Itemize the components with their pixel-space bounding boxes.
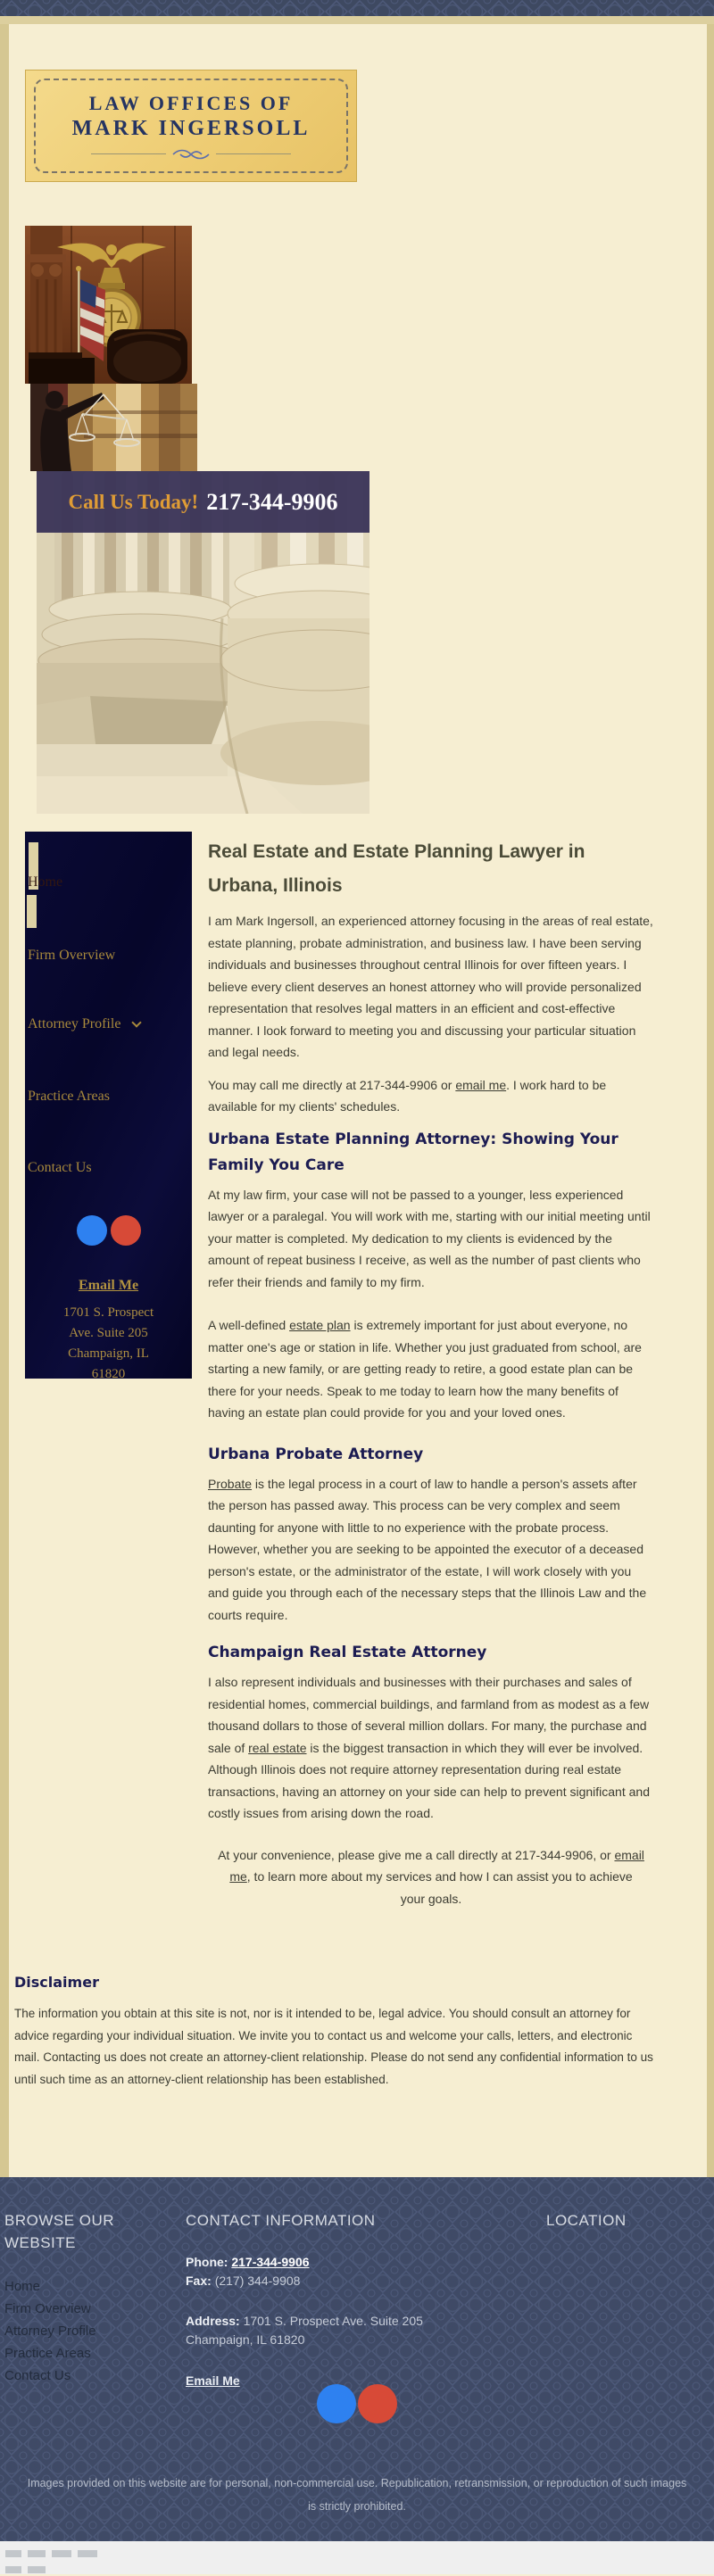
tan-divider-band: [0, 16, 714, 24]
sidebar-item-firm-overview[interactable]: [28, 948, 115, 964]
text-run: is the biggest transaction in which they will ever be involved. Although Illinois does not require attorney representation during real estate transactions, having an attorney on your side can help to prevent significant and costly issues from arising down the road.: [208, 1740, 650, 1820]
estate-paragraph-1: At my law firm, your case will not be passed to a younger, less experienced lawyer or a paralegal. You will work with me, starting with our initial meeting until your matter is completed. My dedication to my clients is evidenced by the amount of repeat business I receive, as well as the number of past clients who refer their friends and family to my firm.: [208, 1187, 651, 1289]
text-run: is the legal process in a court of law to handle a person's assets after the person has passed away. This process can be very complex and seem daunting for anyone with little to no experience with the probate process. However, whether you are seeking to be appointed the executor of a deceased person's estate, or the administrator of the estate, I will work closely with you and guide you through each of the necessary steps that the Illinois Law and the courts require.: [208, 1476, 647, 1622]
estate-paragraph-2: [208, 1314, 654, 1424]
footer-location-column: [546, 2209, 698, 2253]
page-title: Real Estate and Estate Planning Lawyer in Urbana, Illinois: [208, 841, 585, 896]
call-banner-text: Call Us Today!: [68, 490, 199, 513]
divider-rule: [91, 153, 166, 154]
placeholder-block: [5, 2550, 21, 2557]
sidebar-item-contact-us[interactable]: [28, 1160, 92, 1176]
courtroom-graphic: [25, 226, 192, 384]
sidebar-address: [25, 1303, 192, 1385]
text-run: is extremely important for just about everyone, no matter one's age or station in life. Whether you just graduated from school, are starting a new family, or are getting ready to retire, a good estate plan can be there for your needs. Speak to me today to learn how the many benefits of having an estate plan could provide for you and your loved ones.: [208, 1318, 642, 1420]
disclaimer-heading: Disclaimer: [14, 1974, 99, 1991]
footer-phone-link[interactable]: 217-344-9906: [231, 2255, 310, 2269]
address-line: 1701 S. Prospect: [62, 1305, 154, 1320]
top-pattern-band: [0, 0, 714, 16]
logo-frame: [34, 79, 348, 173]
sidebar-item-label: Attorney Profile: [28, 1016, 121, 1031]
fax-label: Fax:: [186, 2274, 212, 2288]
footer-link-contact-us[interactable]: Contact Us: [4, 2368, 71, 2383]
footer-phone-line: [186, 2253, 425, 2272]
bottom-placeholder-strip: [0, 2541, 714, 2574]
facebook-icon[interactable]: [77, 1215, 107, 1246]
closing-paragraph: [208, 1844, 654, 1910]
footer-link-home[interactable]: Home: [4, 2279, 41, 2294]
real-estate-paragraph: [208, 1671, 654, 1825]
text-run: . I work hard to be available for my clients' schedules.: [208, 1077, 607, 1114]
probate-link[interactable]: Probate: [208, 1476, 253, 1491]
lattice-pattern-graphic: [0, 0, 714, 16]
footer-content: [0, 2177, 714, 2541]
email-me-link[interactable]: email me: [455, 1077, 507, 1092]
divider-rule: [216, 153, 291, 154]
placeholder-block: [28, 2566, 46, 2573]
footer-address-line: [186, 2312, 425, 2349]
footer-fax-line: [186, 2272, 425, 2290]
scales-of-justice-photo: [30, 384, 197, 471]
sidebar-item-home[interactable]: Home: [28, 874, 63, 890]
sidebar-item-label: Contact Us: [28, 1160, 92, 1175]
real-estate-link[interactable]: real estate: [248, 1740, 307, 1755]
sidebar-item-label: Practice Areas: [28, 1089, 110, 1104]
sidebar-email-link[interactable]: Email Me: [78, 1278, 139, 1293]
google-plus-icon[interactable]: [111, 1215, 141, 1246]
placeholder-block: [78, 2550, 97, 2557]
address-line: Ave. Suite 205: [69, 1326, 148, 1340]
disclaimer-section: [14, 1974, 657, 2091]
sidebar-item-label: Firm Overview: [28, 948, 116, 963]
google-plus-icon[interactable]: [358, 2384, 397, 2423]
footer-link-attorney-profile[interactable]: Attorney Profile: [4, 2323, 96, 2339]
footer-link-firm-overview[interactable]: Firm Overview: [4, 2301, 91, 2316]
placeholder-block: [28, 2550, 46, 2557]
fax-value: (217) 344-9908: [214, 2274, 301, 2288]
probate-paragraph: [208, 1473, 654, 1627]
address-value: 1701 S. Prospect Ave. Suite 205 Champaign, IL 61820: [186, 2314, 423, 2347]
scales-graphic: [30, 384, 197, 471]
text-run: You may call me directly at 217-344-9906 or: [208, 1077, 456, 1092]
sidebar-social-icons: [25, 1215, 192, 1246]
placeholder-block: [5, 2566, 21, 2573]
text-run: , to learn more about my services and how I can assist you to achieve your goals.: [246, 1869, 633, 1906]
courtroom-photo: [25, 226, 192, 384]
placeholder-block: [27, 895, 37, 928]
section-heading-real-estate: Champaign Real Estate Attorney: [208, 1644, 487, 1661]
right-margin-strip: [707, 24, 714, 2177]
email-me-link[interactable]: email me: [229, 1847, 644, 1884]
footer-location-heading: LOCATION: [546, 2212, 627, 2229]
chevron-down-icon: [132, 1017, 142, 1027]
footer-contact-heading: CONTACT INFORMATION: [186, 2212, 376, 2229]
facebook-icon[interactable]: [317, 2384, 356, 2423]
logo-line-1: LAW OFFICES OF: [88, 91, 294, 114]
section-heading-estate-planning: Urbana Estate Planning Attorney: Showing Your Family You Care: [208, 1130, 619, 1174]
logo-line-2: MARK INGERSOLL: [71, 116, 311, 140]
logo-divider: [91, 148, 291, 161]
estate-plan-link[interactable]: estate plan: [289, 1318, 351, 1332]
address-label: Address:: [186, 2314, 240, 2328]
flourish-icon: [171, 148, 211, 161]
footer-link-practice-areas[interactable]: Practice Areas: [4, 2346, 91, 2361]
address-line: 61820: [91, 1367, 126, 1381]
phone-label: Phone:: [186, 2255, 228, 2269]
footer: [0, 2177, 714, 2541]
disclaimer-text: The information you obtain at this site is not, nor is it intended to be, legal advice. You should consult an attorney for advice regarding your individual situation. We invite you to contact us and welcome your calls, letters, and electronic mail. Contacting us does not create an attorney-client relationship. Please do not send any confidential information to us until such time as an attorney-client relationship has been established.: [14, 2007, 653, 2086]
text-run: At your convenience, please give me a call directly at 217-344-9906, or: [218, 1847, 615, 1862]
main-content: [208, 835, 654, 1909]
placeholder-block: [52, 2550, 71, 2557]
intro-paragraph-2: [208, 1074, 654, 1118]
footer-browse-column: [4, 2209, 147, 2387]
intro-paragraph-1: I am Mark Ingersoll, an experienced attorney focusing in the areas of real estate, estate planning, probate administration, and business law. I have been serving individuals and businesses throughout central Illinois for over fifteen years. I believe every client deserves an honest attorney who will provide personalized representation that resolves legal matters in an efficient and cost-effective manner. I look forward to meeting you and discussing your particular situation and legal needs.: [208, 914, 653, 1059]
section-heading-probate: Urbana Probate Attorney: [208, 1445, 424, 1463]
footer-social-icons: [0, 2384, 714, 2423]
footer-browse-heading: BROWSE OUR WEBSITE: [4, 2212, 115, 2251]
sidebar-item-practice-areas[interactable]: [28, 1089, 110, 1105]
address-line: Champaign, IL: [68, 1346, 149, 1361]
footer-copyright-note: Images provided on this website are for personal, non-commercial use. Republication, retransmission, or reproduction of such images is strictly prohibited.: [27, 2477, 687, 2513]
site-logo[interactable]: [25, 70, 357, 182]
left-margin-strip: [0, 24, 9, 2177]
text-run: I also represent individuals and businesses with their purchases and sales of residential homes, commercial buildings, and farmland from as modest as a few thousand dollars to those of several million dollars. For many, the purchase and sale of: [208, 1675, 650, 1755]
text-run: A well-defined: [208, 1318, 290, 1332]
call-banner[interactable]: [37, 471, 369, 533]
sidebar-nav: [25, 832, 192, 1379]
sidebar-item-attorney-profile[interactable]: [28, 1016, 140, 1032]
footer-email-link[interactable]: Email Me: [186, 2373, 240, 2388]
footer-contact-column: [186, 2209, 425, 2390]
placeholder-row: [5, 2547, 714, 2560]
call-banner-phone[interactable]: 217-344-9906: [206, 488, 338, 515]
